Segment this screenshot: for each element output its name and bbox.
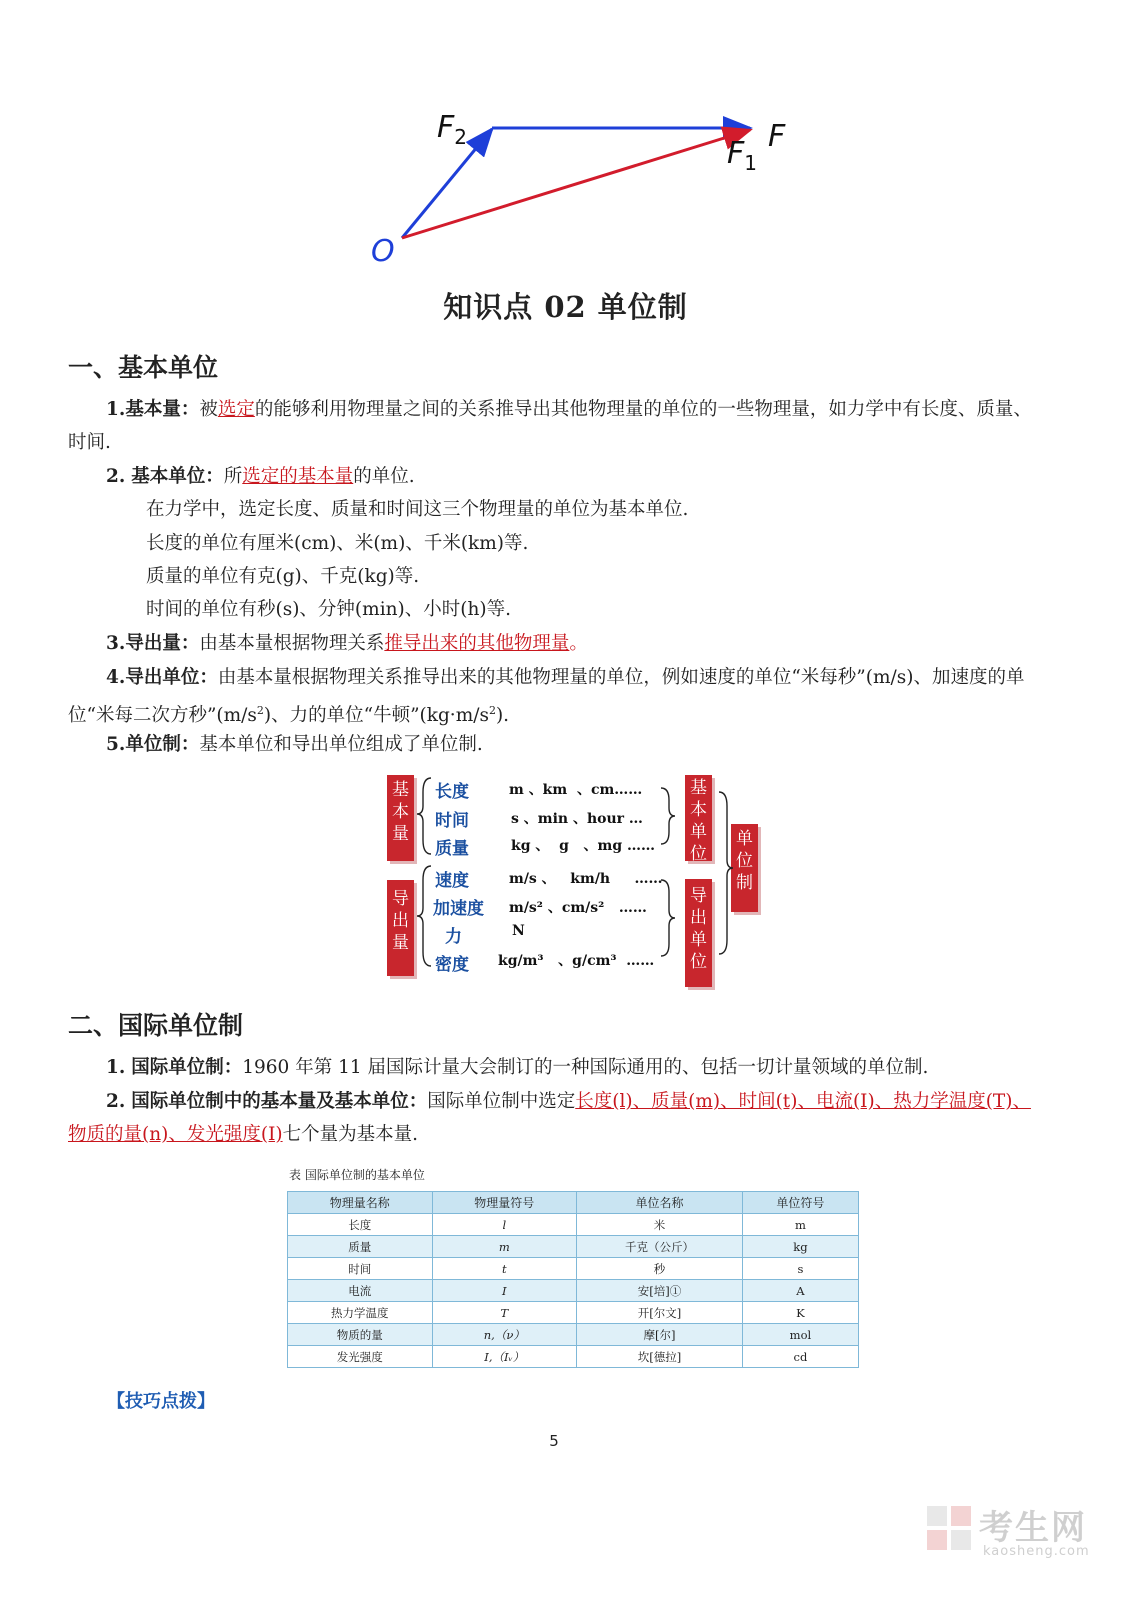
basic-name-mass: 质量 xyxy=(435,839,469,859)
table-cell: 开[尔文] xyxy=(577,1302,743,1324)
table-cell: kg xyxy=(742,1236,858,1258)
left-brace-basic xyxy=(417,778,431,854)
table-cell: 秒 xyxy=(577,1258,743,1280)
table-cell: 质量 xyxy=(288,1236,433,1258)
table-row xyxy=(288,1346,859,1368)
paragraph-unit-system: 5.单位制：基本单位和导出单位组成了单位制. xyxy=(106,734,483,755)
derived-name-acceleration: 加速度 xyxy=(433,899,484,919)
watermark xyxy=(925,1500,1125,1590)
paragraph-derived-unit: 4.导出单位：由基本量根据物理关系推导出来的其他物理量的单位，例如速度的单位“米每秒”(m/s)、加速度的单位“米每二次方秒$”(m/s^2)$、力的单位“牛顿$”(kg\cdot m/s^2)$. xyxy=(68,667,1025,727)
derived-name-density: 密度 xyxy=(435,955,469,975)
table-cell: s xyxy=(742,1258,858,1280)
label-f1: $F_1$ xyxy=(727,136,757,175)
table-cell: cd xyxy=(742,1346,858,1368)
table-cell: 米 xyxy=(577,1214,743,1236)
watermark-domain: kaosheng.com xyxy=(983,1544,1090,1559)
box-unit-system: 单位制 xyxy=(731,824,758,912)
watermark-brand: 考生网 xyxy=(979,1508,1087,1548)
vector-diagram xyxy=(360,100,820,280)
line-mass-units: 质量的单位有克(g)、千克(kg)等. xyxy=(146,566,420,587)
table-cell: 坎[德拉] xyxy=(577,1346,743,1368)
table-header: 物理量符号 xyxy=(432,1192,577,1214)
label-f2: $F_2$ xyxy=(437,110,467,149)
paragraph-si-definition: 1. 国际单位制：1960 年第 11 届国际计量大会制订的一种国际通用的、包括一切计量领域的单位制. xyxy=(106,1057,929,1078)
table-cell: l xyxy=(432,1214,577,1236)
paragraph-si-basic-quantities: 2. 国际单位制中的基本量及基本单位：国际单位制中选定长度(l)、质量(m)、时间(t)、电流(I)、热力学温度(T)、物质的量(n)、发光强度(I)七个量为基本量. xyxy=(68,1091,1031,1145)
table-cell: A xyxy=(742,1280,858,1302)
table-row xyxy=(288,1258,859,1280)
table-cell: m xyxy=(742,1214,858,1236)
si-base-units-table xyxy=(287,1191,859,1368)
right-brace-system xyxy=(719,792,733,954)
table-cell: n,（ν） xyxy=(432,1324,577,1346)
table-header: 物理量名称 xyxy=(288,1192,433,1214)
table-row xyxy=(288,1236,859,1258)
table-header-row xyxy=(288,1192,859,1214)
derived-units-acceleration: m/s² 、cm/s² …… xyxy=(509,900,647,916)
basic-units-length: m 、km 、cm…… xyxy=(509,782,643,798)
tip-heading: 【技巧点拨】 xyxy=(107,1391,215,1412)
table-cell: I,（Iᵥ） xyxy=(432,1346,577,1368)
table-cell: 摩[尔] xyxy=(577,1324,743,1346)
basic-units-time: s 、min 、hour … xyxy=(511,811,643,827)
table-cell: 长度 xyxy=(288,1214,433,1236)
table-cell: m xyxy=(432,1236,577,1258)
line-time-units: 时间的单位有秒(s)、分钟(min)、小时(h)等. xyxy=(146,599,511,620)
line-mechanics-basic-units: 在力学中，选定长度、质量和时间这三个物理量的单位为基本单位. xyxy=(146,499,689,520)
table-header: 单位名称 xyxy=(577,1192,743,1214)
table-cell: 物质的量 xyxy=(288,1324,433,1346)
derived-units-density: kg/m³ 、g/cm³ …… xyxy=(498,953,655,969)
table-row xyxy=(288,1280,859,1302)
page-number: 5 xyxy=(549,1432,559,1450)
left-brace-derived xyxy=(417,866,431,966)
basic-name-length: 长度 xyxy=(435,782,469,802)
table-cell: T xyxy=(432,1302,577,1324)
derived-name-velocity: 速度 xyxy=(435,871,469,891)
section2-heading: 二、国际单位制 xyxy=(68,1011,244,1040)
table-caption: 表 国际单位制的基本单位 xyxy=(289,1168,425,1182)
table-cell: 安[培]① xyxy=(577,1280,743,1302)
table-cell: 热力学温度 xyxy=(288,1302,433,1324)
box-derived-quantity: 导出量 xyxy=(387,880,414,976)
right-brace-basic xyxy=(661,788,675,844)
right-brace-derived xyxy=(661,880,675,956)
line-length-units: 长度的单位有厘米(cm)、米(m)、千米(km)等. xyxy=(146,533,529,554)
table-row xyxy=(288,1324,859,1346)
table-cell: mol xyxy=(742,1324,858,1346)
box-basic-quantity: 基本量 xyxy=(387,775,414,861)
box-derived-unit: 导出单位 xyxy=(685,879,712,987)
table-cell: 电流 xyxy=(288,1280,433,1302)
paragraph-derived-quantity: 3.导出量：由基本量根据物理关系推导出来的其他物理量。 xyxy=(106,633,588,654)
table-cell: 千克（公斤） xyxy=(577,1236,743,1258)
table-cell: t xyxy=(432,1258,577,1280)
table-cell: K xyxy=(742,1302,858,1324)
table-header: 单位符号 xyxy=(742,1192,858,1214)
table-cell: 时间 xyxy=(288,1258,433,1280)
watermark-logo-icon xyxy=(925,1504,973,1552)
basic-name-time: 时间 xyxy=(435,811,469,831)
basic-units-mass: kg 、 g 、mg …… xyxy=(511,838,655,854)
label-f: F xyxy=(768,119,786,154)
section1-heading: 一、基本单位 xyxy=(68,353,219,382)
table-cell: 发光强度 xyxy=(288,1346,433,1368)
paragraph-basic-unit: 2. 基本单位：所选定的基本量的单位. xyxy=(106,466,415,487)
label-o: O xyxy=(371,234,395,269)
paragraph-basic-quantity: 1.基本量：被选定的能够利用物理量之间的关系推导出其他物理量的单位的一些物理量，如力学中有长度、质量、时间. xyxy=(68,399,1032,453)
table-cell: I xyxy=(432,1280,577,1302)
page-title: 知识点 02 单位制 xyxy=(443,290,688,324)
derived-units-velocity: m/s 、 km/h …… xyxy=(509,871,663,887)
derived-name-force: 力 xyxy=(445,927,462,947)
derived-units-force: N xyxy=(512,923,525,939)
box-basic-unit: 基本单位 xyxy=(685,775,712,861)
table-row xyxy=(288,1302,859,1324)
table-row xyxy=(288,1214,859,1236)
